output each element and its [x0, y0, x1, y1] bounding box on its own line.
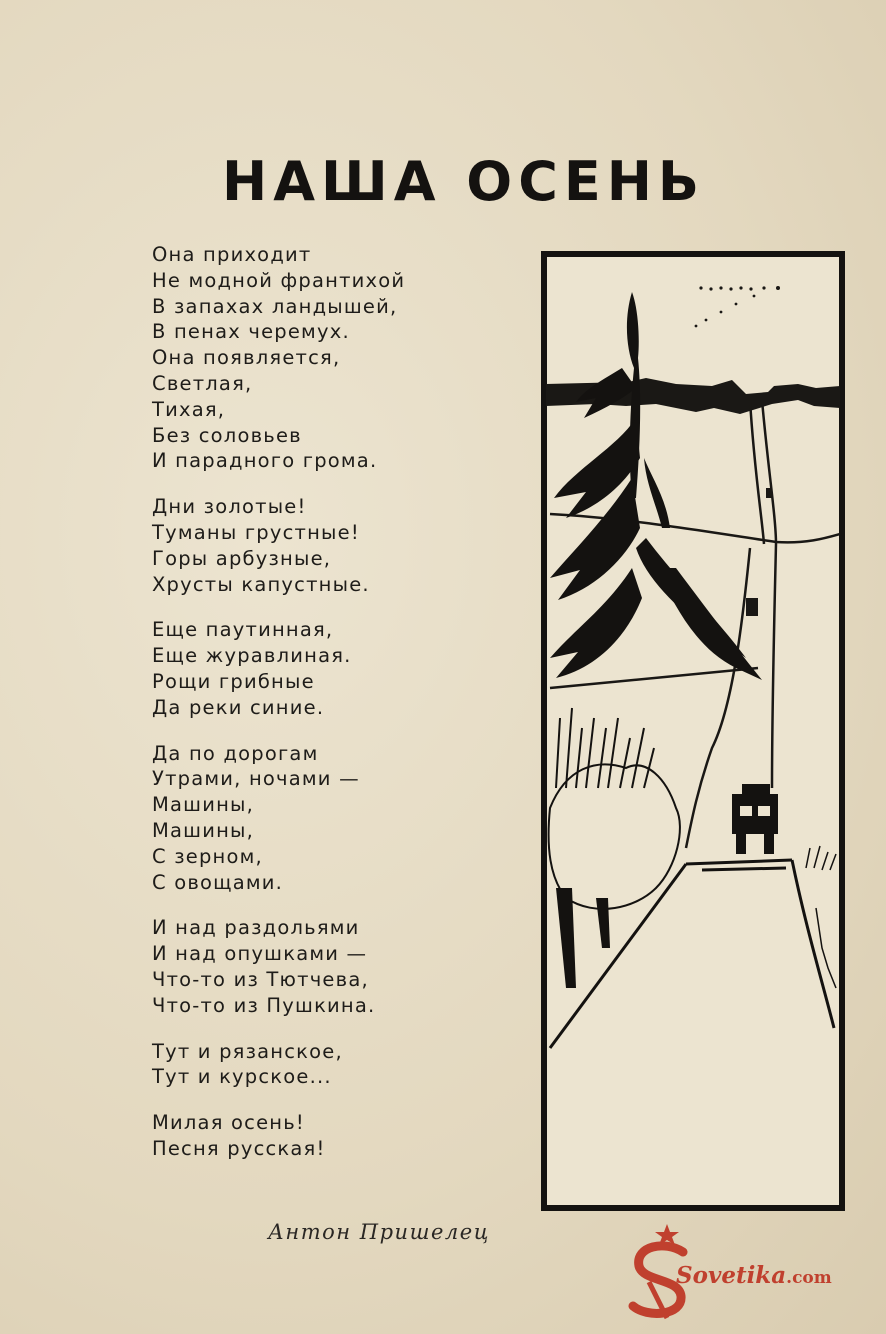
poem-line: Без соловьев	[152, 423, 302, 447]
stanza	[152, 741, 532, 896]
poem-line: В запахах ландышей,	[152, 294, 398, 318]
poem-title: НАША ОСЕНЬ	[222, 150, 706, 213]
poem-line: В пенах черемух.	[152, 320, 350, 344]
stanza	[152, 494, 532, 597]
poem-line: Утрами, ночами —	[152, 767, 360, 791]
poem-line: Хрусты капустные.	[152, 572, 370, 596]
poem-body	[152, 242, 532, 1182]
poem-line: Она появляется,	[152, 346, 341, 370]
watermark-domain: .com	[786, 1268, 832, 1288]
watermark-name: Sovetika	[676, 1262, 787, 1289]
autumn-landscape-illustration	[536, 248, 850, 1214]
poem-line: Горы арбузные,	[152, 546, 332, 570]
poem-line: Рощи грибные	[152, 669, 315, 693]
poem-line: Да по дорогам	[152, 741, 319, 765]
stanza	[152, 1110, 532, 1162]
poem-line: Милая осень!	[152, 1111, 305, 1135]
stanza	[152, 1039, 532, 1091]
poem-line: Светлая,	[152, 371, 253, 395]
poem-line: Да реки синие.	[152, 695, 325, 719]
poem-line: Тут и рязанское,	[152, 1039, 343, 1063]
poem-line: Еще журавлиная.	[152, 644, 352, 668]
poem-line: И над раздольями	[152, 916, 360, 940]
poem-line: Она приходит	[152, 243, 312, 266]
author-signature: Антон Пришелец	[268, 1220, 490, 1244]
poem-line: Что-то из Тютчева,	[152, 967, 369, 991]
stanza	[152, 915, 532, 1018]
poem-line: Тут и курское...	[152, 1065, 332, 1089]
poem-line: Машины,	[152, 793, 255, 817]
poem-line: Машины,	[152, 818, 255, 842]
poem-line: Еще паутинная,	[152, 618, 334, 642]
stanza	[152, 617, 532, 720]
poem-line: Тихая,	[152, 397, 226, 421]
poem-line: Песня русская!	[152, 1136, 326, 1160]
poem-line: Что-то из Пушкина.	[152, 993, 376, 1017]
poem-line: Дни золотые!	[152, 495, 307, 519]
poem-line: С овощами.	[152, 870, 284, 894]
poem-line: Не модной франтихой	[152, 268, 406, 292]
poem-line: И над опушками —	[152, 942, 368, 966]
poem-line: Туманы грустные!	[152, 520, 360, 544]
poem-line: С зерном,	[152, 844, 263, 868]
stanza	[152, 242, 532, 474]
watermark-text	[676, 1262, 832, 1289]
poem-line: И парадного грома.	[152, 449, 378, 473]
